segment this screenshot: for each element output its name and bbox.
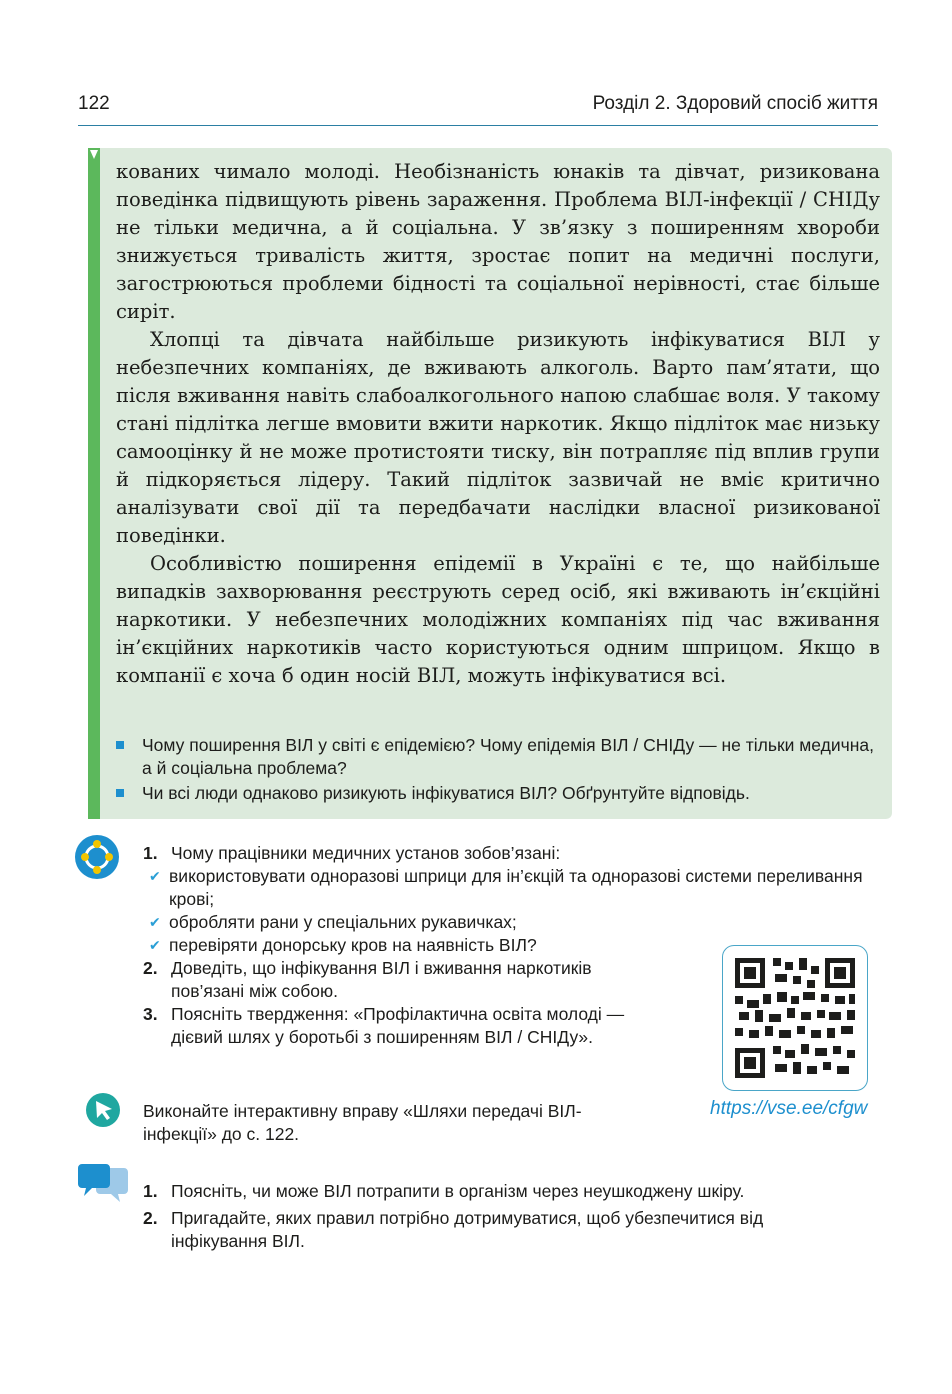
subtask: ✔ використовувати одноразові шприци для ін’єкцій та одноразові системи переливання крові; bbox=[149, 866, 863, 909]
task-1: 1. Чому працівники медичних установ зобов’язані: bbox=[143, 843, 561, 863]
question-item: Чому поширення ВІЛ у світі є епідемією? Чому епідемія ВІЛ / СНІДу — не тільки медична, а й соціальна проблема? bbox=[114, 734, 884, 780]
section-title: Розділ 2. Здоровий спосіб життя bbox=[592, 93, 878, 114]
task-3: 3. Поясніть твердження: «Профілактична освіта молоді — bbox=[143, 1004, 625, 1024]
qr-code[interactable] bbox=[722, 945, 868, 1091]
task-1: 1. Поясніть, чи може ВІЛ потрапити в організм через неушкоджену шкіру. bbox=[143, 1181, 745, 1201]
square-bullet-icon bbox=[116, 789, 124, 797]
task-2: 2. Пригадайте, яких правил потрібно дотримуватися, щоб убезпечитися від bbox=[143, 1208, 764, 1228]
check-icon: ✔ bbox=[149, 914, 161, 930]
question-item: Чи всі люди однаково ризикують інфікуватися ВІЛ? Обґрунтуйте відповідь. bbox=[114, 782, 884, 805]
qr-code-icon bbox=[723, 946, 867, 1090]
paragraph-2: Хлопці та дівчата найбільше ризикують інфікуватися ВІЛ у небезпечних компаніях, де вживають алкоголь. Варто пам’ятати, що після вживання навіть слабоалкогольного напою слабшає воля. У такому стані підлітка легше вмовити вжити наркотик. Якщо підліток має низьку самооцінку й не може протистояти тиску, він потрапляє під вплив групи й підкоряється лідеру. Такий підліток зазвичай не вміє критично аналізувати свої дії та передбачати наслідки власної ризикованої поведінки. bbox=[116, 328, 880, 547]
bookmark-triangle-icon bbox=[90, 150, 98, 159]
subtask: ✔ обробляти рани у спеціальних рукавичках; bbox=[149, 912, 517, 932]
paragraph-3: Особливістю поширення епідемії в Україні є те, що найбільше випадків захворювання реєструють серед осіб, які вживають ін’єкційні наркотики. У небезпечних молодіжних компаніях під час вживання ін’єкційних наркотиків часто користуються одним шприцом. Якщо в компанії є хоча б один носій ВІЛ, можуть інфікуватися всі. bbox=[116, 552, 880, 687]
square-bullet-icon bbox=[116, 741, 124, 749]
main-text-box bbox=[88, 148, 892, 819]
task-group-2: 1. Поясніть, чи може ВІЛ потрапити в організм через неушкоджену шкіру. 2. Пригадайте, яких правил потрібно дотримуватися, щоб убезпечитися від інфікування ВІЛ. bbox=[143, 1180, 883, 1253]
page-header bbox=[78, 93, 878, 126]
body-text bbox=[116, 158, 880, 690]
group-work-icon bbox=[74, 834, 120, 880]
paragraph-1: кованих чимало молоді. Необізнаність юнаків та дівчат, ризикована поведінка підвищують рівень зараження. Проблема ВІЛ-інфекції / СНІДу не тільки медична, а й соціальна. У зв’язку з поширенням хвороби знижується тривалість життя, зростає попит на медичні послуги, загострюються проблеми бідності та соціальної нерівності, стає більше сиріт. bbox=[116, 160, 880, 323]
subtask: ✔ перевіряти донорську кров на наявність ВІЛ? bbox=[149, 935, 537, 955]
interactive-exercise: Виконайте інтерактивну вправу «Шляхи передачі ВІЛ- інфекції» до с. 122. bbox=[143, 1101, 582, 1144]
box-accent-bar bbox=[88, 148, 100, 819]
qr-link[interactable]: https://vse.ee/cfgw bbox=[710, 1098, 868, 1119]
page-number: 122 bbox=[78, 93, 110, 114]
task-group-1: 1. Чому працівники медичних установ зобов’язані: ✔ використовувати одноразові шприци для ін’єкцій та одноразові системи переливання крові; ✔ обробляти рани у спеціальних рукавичках; ✔ перевіряти донорську кров на наявність ВІЛ? 2. Доведіть, що інфікування ВІЛ і вживання наркотиків пов’язані між собою. 3. Поясніть твердження: «Профілактична освіта молоді — дієвий шлях у боротьбі з поширенням ВІЛ / СНІДу». bbox=[143, 842, 883, 1049]
check-icon: ✔ bbox=[149, 868, 161, 884]
check-icon: ✔ bbox=[149, 937, 161, 953]
review-questions bbox=[114, 734, 884, 807]
cursor-icon bbox=[85, 1092, 121, 1128]
discussion-icon bbox=[78, 1162, 130, 1206]
task-2: 2. Доведіть, що інфікування ВІЛ і вживання наркотиків bbox=[143, 958, 592, 978]
